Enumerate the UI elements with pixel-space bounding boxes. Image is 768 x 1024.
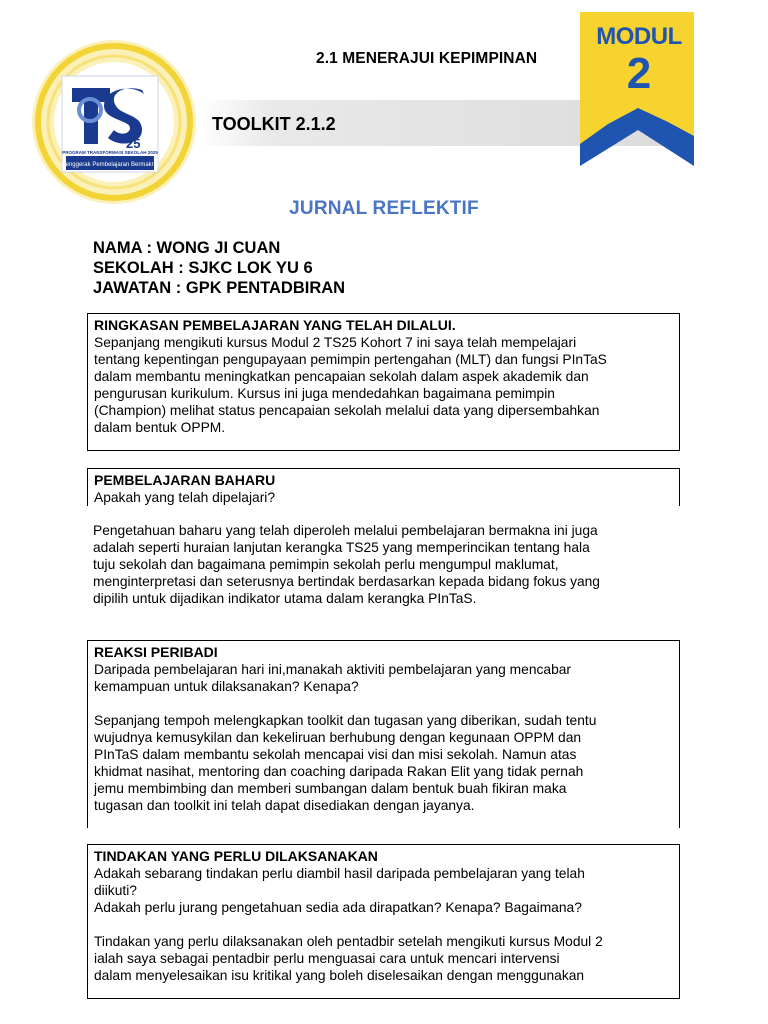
info-nama: NAMA : WONG JI CUAN	[93, 239, 281, 257]
section-line: Sepanjang tempoh melengkapkan toolkit dan tugasan yang diberikan, sudah tentu	[94, 713, 597, 728]
personal-info	[93, 238, 345, 298]
section-line: Sepanjang mengikuti kursus Modul 2 TS25 Kohort 7 ini saya telah mempelajari	[94, 335, 577, 350]
section-line: jemu membimbing dan memberi sumbangan dalam bentuk buah fikiran maka	[94, 781, 567, 796]
modul-label: MODUL	[596, 23, 682, 50]
section-line: ialah saya sebagai pentadbir perlu menguasai cara untuk mencari intervensi	[94, 951, 560, 966]
section-line: (Champion) melihat status pencapaian sekolah melalui data yang dipersembahkan	[94, 403, 600, 418]
section-reaksi-peribadi	[87, 640, 680, 828]
logo-caption-top: PROGRAM TRANSFORMASI SEKOLAH 2025	[62, 150, 158, 155]
section-tindakan	[87, 844, 680, 999]
section-ringkasan	[87, 313, 680, 451]
section-question: kemampuan untuk dilaksanakan? Kenapa?	[94, 679, 359, 694]
ts25-logo	[30, 38, 198, 206]
toolkit-title: TOOLKIT 2.1.2	[212, 114, 336, 134]
section-line: dipilih untuk dijadikan indikator utama dalam kerangka PInTaS.	[93, 591, 477, 606]
section-heading: RINGKASAN PEMBELAJARAN YANG TELAH DILALUI.	[94, 317, 456, 333]
section-line: Pengetahuan baharu yang telah diperoleh melalui pembelajaran bermakna ini juga	[93, 523, 598, 538]
info-sekolah: SEKOLAH : SJKC LOK YU 6	[93, 259, 313, 277]
section-line: Tindakan yang perlu dilaksanakan oleh pentadbir setelah mengikuti kursus Modul 2	[94, 934, 603, 949]
section-line: menginterpretasi dan seterusnya bertindak berdasarkan kepada bidang fokus yang	[93, 574, 600, 589]
section-question: diikuti?	[94, 883, 137, 898]
section-line: pengurusan kurikulum. Kursus ini juga mendedahkan bagaimana pemimpin	[94, 386, 555, 401]
section-line: tentang kepentingan pengupayaan pemimpin pertengahan (MLT) dan fungsi PInTaS	[94, 352, 607, 367]
section-line: dalam membantu meningkatkan pencapaian sekolah dalam aspek akademik dan	[94, 369, 589, 384]
section-line: wujudnya kemusykilan dan kekeliruan berhubung dengan kegunaan OPPM dan	[94, 730, 582, 745]
section-line: adalah seperti huraian lanjutan kerangka TS25 yang memperincikan tentang hala	[93, 540, 590, 555]
section-heading: REAKSI PERIBADI	[94, 644, 218, 660]
section-question: Daripada pembelajaran hari ini,manakah aktiviti pembelajaran yang mencabar	[94, 662, 572, 677]
section-pembelajaran-baharu-body	[93, 522, 683, 607]
section-line: dalam bentuk OPPM.	[94, 420, 226, 435]
section-line: khidmat nasihat, mentoring dan coaching daripada Rakan Elit yang tidak pernah	[94, 764, 584, 779]
document-title: JURNAL REFLEKTIF	[289, 198, 479, 219]
section-pembelajaran-baharu	[87, 468, 680, 506]
section-question: Apakah yang telah dipelajari?	[94, 490, 276, 505]
info-jawatan: JAWATAN : GPK PENTADBIRAN	[93, 279, 346, 297]
logo-caption-bottom: Penggerak Pembelajaran Bermakna	[61, 162, 159, 168]
module-name: 2.1 MENERAJUI KEPIMPINAN	[316, 50, 538, 67]
section-line: tugasan dan toolkit ini telah dapat disediakan dengan jayanya.	[94, 798, 475, 813]
section-heading: PEMBELAJARAN BAHARU	[94, 472, 276, 488]
logo-25-text: 25	[126, 136, 141, 151]
section-line: tuju sekolah dan bagaimana pemimpin sekolah perlu mengumpul maklumat,	[93, 557, 559, 572]
section-question: Adakah sebarang tindakan perlu diambil hasil daripada pembelajaran yang telah	[94, 866, 585, 881]
section-question: Adakah perlu jurang pengetahuan sedia ada dirapatkan? Kenapa? Bagaimana?	[94, 900, 582, 915]
section-line: dalam menyelesaikan isu kritikal yang boleh diselesaikan dengan menggunakan	[94, 968, 585, 983]
section-heading: TINDAKAN YANG PERLU DILAKSANAKAN	[94, 848, 378, 864]
section-line: PInTaS dalam membantu sekolah mencapai visi dan misi sekolah. Namun atas	[94, 747, 577, 762]
modul-number: 2	[626, 49, 652, 98]
